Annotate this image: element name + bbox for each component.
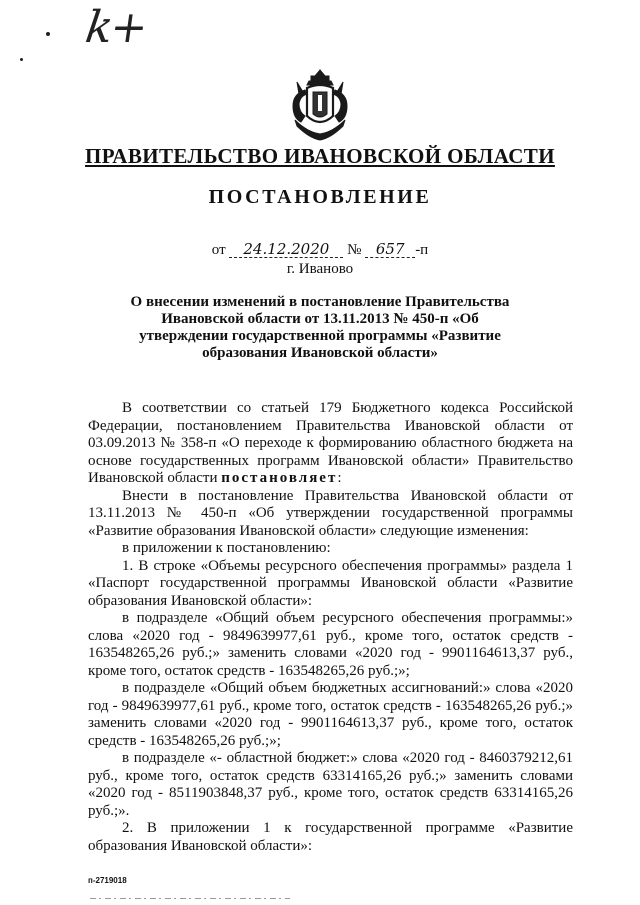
number-sign: №: [347, 242, 362, 258]
scan-noise-line: [90, 897, 290, 900]
org-title: ПРАВИТЕЛЬСТВО ИВАНОВСКОЙ ОБЛАСТИ: [85, 144, 555, 168]
paragraph-text: В соответствии со статьей 179 Бюджетного кодекса Российской Федерации, постановлением Правительства Ивановской области от 03.09.2013 № 358-п «О переходе к формированию областного бюджета на основе государственных программ Ивановской области» Правительство Ивановской области: [88, 400, 573, 486]
document-subject: О внесении изменений в постановление Правительства Ивановской области от 13.11.2013 № 450-п «Об утверждении государственной программы «Развитие образования Ивановской области»: [130, 294, 510, 361]
paragraph: в подразделе «Общий объем ресурсного обеспечения программы:» слова «2020 год - 9849639977,61 руб., кроме того, остаток средств - 163548265,26 руб.;» заменить словами «2020 год - 9901164613,37 руб., кроме того, остаток средств - 163548265,26 руб.;»;: [88, 610, 573, 679]
date-number-line: [0, 242, 640, 259]
scan-speck: [46, 32, 50, 36]
document-body: [88, 400, 573, 855]
paragraph: [88, 400, 573, 488]
city-label: г. Иваново: [286, 261, 354, 277]
handwritten-number: 657: [365, 242, 415, 258]
paragraph: Внести в постановление Правительства Ивановской области от 13.11.2013 № 450-п «Об утверждении государственной программы «Развитие образования Ивановской области» следующие изменения:: [88, 487, 573, 539]
doc-type-title: ПОСТАНОВЛЕНИЕ: [208, 186, 432, 208]
scan-speck: [20, 58, 23, 61]
paragraph: в приложении к постановлению:: [122, 540, 331, 556]
paragraph-text: :: [337, 470, 342, 486]
paragraph: 2. В приложении 1 к государственной программе «Развитие образования Ивановской области»:: [88, 820, 573, 854]
paragraph: 1. В строке «Объемы ресурсного обеспечения программы» раздела 1 «Паспорт государственной программы Ивановской области «Развитие образования Ивановской области»:: [88, 557, 573, 609]
date-prefix: от: [211, 242, 226, 258]
ivanovo-coat-of-arms-icon: [287, 68, 353, 142]
document-code: п-2719018: [88, 876, 127, 885]
paragraph: в подразделе «- областной бюджет:» слова «2020 год - 8460379212,61 руб., кроме того, остаток средств 63314165,26 руб.;» заменить словами «2020 год - 8511903848,37 руб., кроме того, остаток средств 63314165,26 руб.;».: [88, 750, 573, 819]
handwritten-date: 24.12.2020: [229, 242, 343, 258]
resolution-keyword: постановляет: [221, 470, 338, 486]
paragraph: в подразделе «Общий объем бюджетных ассигнований:» слова «2020 год - 9849639977,61 руб., кроме того, остаток средств - 163548265,26 руб.;» заменить словами «2020 год - 9901164613,37 руб., кроме того, остаток средств - 163548265,26 руб.;»;: [88, 680, 573, 749]
handwritten-corner-mark: k+: [82, 2, 150, 53]
number-suffix: -п: [415, 242, 429, 258]
